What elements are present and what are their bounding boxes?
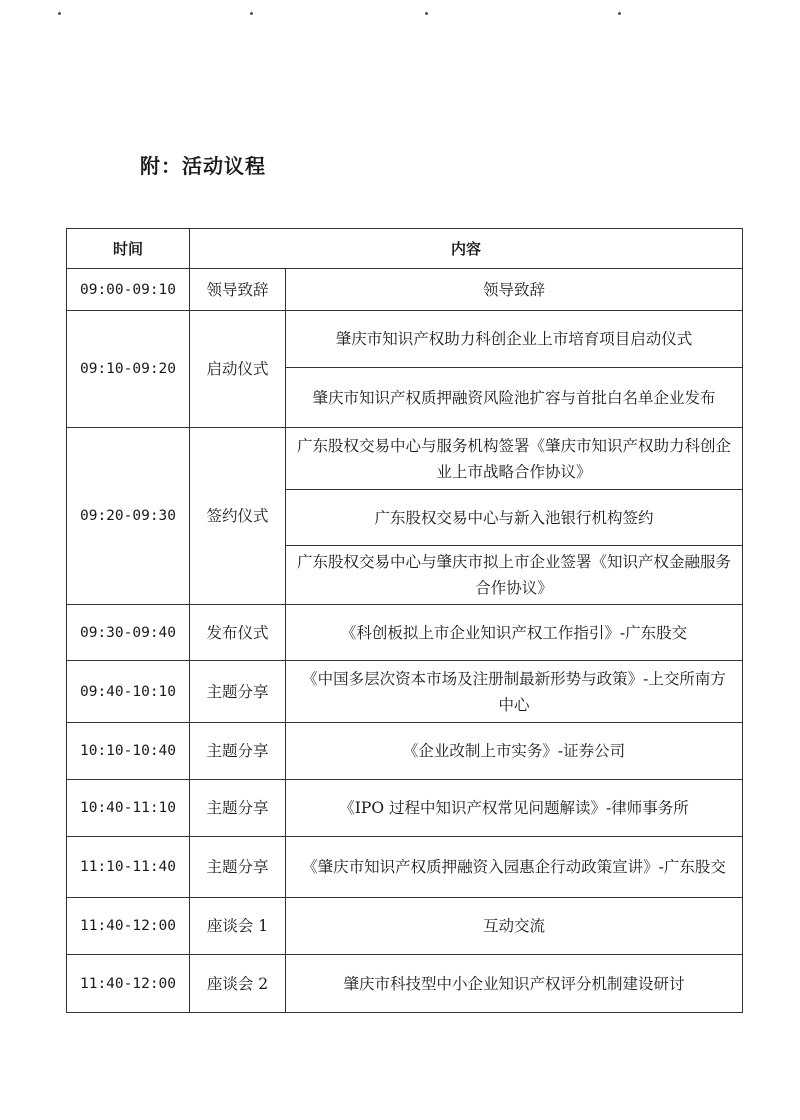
content-cell: 广东股权交易中心与新入池银行机构签约 — [286, 490, 743, 546]
table-row — [67, 780, 743, 837]
content-cell: 广东股权交易中心与服务机构签署《肇庆市知识产权助力科创企业上市战略合作协议》 — [286, 428, 743, 490]
type-cell: 启动仪式 — [190, 311, 286, 428]
time-cell: 09:10-09:20 — [67, 311, 190, 428]
table-row — [67, 661, 743, 723]
type-cell: 领导致辞 — [190, 269, 286, 311]
table-row — [67, 605, 743, 661]
content-cell: 《科创板拟上市企业知识产权工作指引》-广东股交 — [286, 605, 743, 661]
content-cell: 《中国多层次资本市场及注册制最新形势与政策》-上交所南方中心 — [286, 661, 743, 723]
content-cell: 肇庆市知识产权质押融资风险池扩容与首批白名单企业发布 — [286, 368, 743, 428]
time-cell: 09:40-10:10 — [67, 661, 190, 723]
scan-speck — [425, 12, 428, 15]
page-heading: 附：活动议程 — [140, 154, 266, 178]
table-row — [67, 428, 743, 490]
table-row — [67, 837, 743, 898]
time-cell: 11:40-12:00 — [67, 955, 190, 1013]
content-cell: 广东股权交易中心与肇庆市拟上市企业签署《知识产权金融服务合作协议》 — [286, 546, 743, 605]
content-cell: 《肇庆市知识产权质押融资入园惠企行动政策宣讲》-广东股交 — [286, 837, 743, 898]
type-cell: 发布仪式 — [190, 605, 286, 661]
scan-speck — [618, 12, 621, 15]
table-row — [67, 955, 743, 1013]
time-cell: 09:00-09:10 — [67, 269, 190, 311]
scan-speck — [58, 12, 61, 15]
agenda-table — [66, 228, 743, 1013]
time-cell: 10:40-11:10 — [67, 780, 190, 837]
table-header-row — [67, 229, 743, 269]
time-cell: 09:20-09:30 — [67, 428, 190, 605]
time-cell: 11:10-11:40 — [67, 837, 190, 898]
content-cell: 肇庆市科技型中小企业知识产权评分机制建设研讨 — [286, 955, 743, 1013]
content-cell: 《IPO 过程中知识产权常见问题解读》-律师事务所 — [286, 780, 743, 837]
table-row — [67, 723, 743, 780]
content-cell: 领导致辞 — [286, 269, 743, 311]
time-cell: 10:10-10:40 — [67, 723, 190, 780]
type-cell: 签约仪式 — [190, 428, 286, 605]
type-cell: 主题分享 — [190, 723, 286, 780]
header-content: 内容 — [190, 229, 743, 269]
content-cell: 肇庆市知识产权助力科创企业上市培育项目启动仪式 — [286, 311, 743, 368]
type-cell: 座谈会 1 — [190, 898, 286, 955]
time-cell: 11:40-12:00 — [67, 898, 190, 955]
table-row — [67, 898, 743, 955]
type-cell: 座谈会 2 — [190, 955, 286, 1013]
header-time: 时间 — [67, 229, 190, 269]
scan-speck — [250, 12, 253, 15]
type-cell: 主题分享 — [190, 780, 286, 837]
table-row — [67, 311, 743, 368]
time-cell: 09:30-09:40 — [67, 605, 190, 661]
type-cell: 主题分享 — [190, 661, 286, 723]
content-cell: 《企业改制上市实务》-证券公司 — [286, 723, 743, 780]
table-row — [67, 269, 743, 311]
type-cell: 主题分享 — [190, 837, 286, 898]
content-cell: 互动交流 — [286, 898, 743, 955]
